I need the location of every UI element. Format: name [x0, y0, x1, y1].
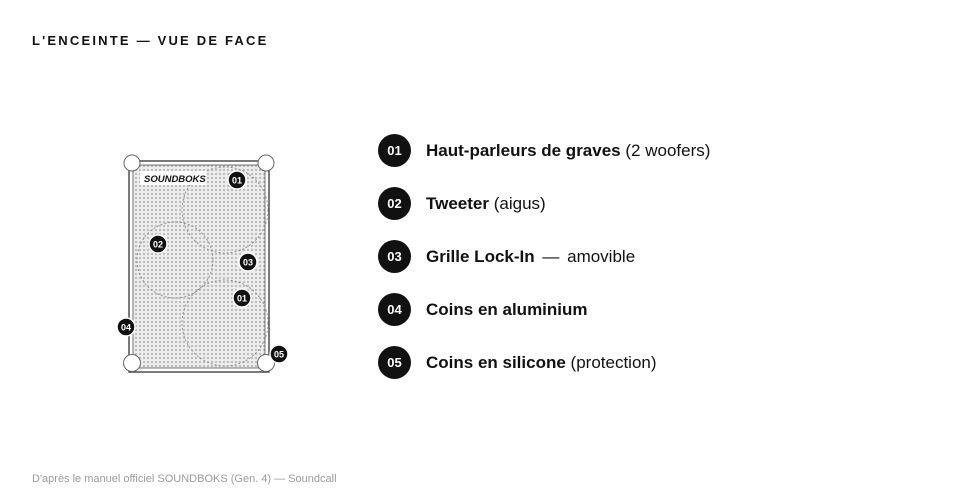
number-badge: 03 [378, 240, 411, 273]
legend-title: Coins en silicone [426, 352, 566, 372]
marker-label: 05 [273, 349, 285, 360]
marker-02 [149, 235, 167, 253]
legend-detail: (2 woofers) [625, 140, 711, 160]
legend-item-03 [378, 240, 918, 273]
marker-01-bottom [233, 289, 251, 307]
page-title: L'ENCEINTE — VUE DE FACE [32, 33, 269, 48]
marker-01-top [228, 171, 246, 189]
number-badge: 05 [378, 346, 411, 379]
number-badge: 01 [378, 134, 411, 167]
legend-detail: (aigus) [493, 193, 546, 213]
legend-list [378, 134, 918, 399]
legend-item-05 [378, 346, 918, 379]
legend-text [426, 247, 635, 267]
marker-05 [270, 345, 288, 363]
source-footer: D'après le manuel officiel SOUNDBOKS (Gen. 4) — Soundcall [32, 473, 337, 485]
legend-detail: (protection) [570, 352, 657, 372]
legend-item-01 [378, 134, 918, 167]
speaker-front-illustration [110, 148, 300, 378]
legend-text [426, 353, 657, 373]
corner-bottom-left [124, 355, 141, 372]
speaker-diagram [110, 148, 300, 378]
legend-item-02 [378, 187, 918, 220]
marker-label: 01 [231, 175, 243, 186]
legend-title: Tweeter [426, 193, 489, 213]
legend-item-04 [378, 293, 918, 326]
corner-top-left [124, 155, 140, 171]
marker-04 [117, 318, 135, 336]
legend-title: Haut-parleurs de graves [426, 140, 621, 160]
marker-label: 04 [120, 322, 132, 333]
marker-03 [239, 253, 257, 271]
legend-title: Grille Lock-In [426, 246, 535, 266]
number-badge: 04 [378, 293, 411, 326]
legend-text [426, 194, 546, 214]
marker-label: 01 [236, 293, 248, 304]
number-badge: 02 [378, 187, 411, 220]
corner-top-right [258, 155, 274, 171]
legend-detail: amovible [567, 246, 636, 266]
legend-text [426, 141, 710, 161]
marker-label: 03 [242, 257, 254, 268]
legend-text [426, 300, 588, 320]
legend-separator: — [542, 246, 560, 266]
marker-label: 02 [152, 239, 164, 250]
legend-title: Coins en aluminium [426, 299, 588, 319]
brand-logo: SOUNDBOKS [144, 174, 206, 185]
